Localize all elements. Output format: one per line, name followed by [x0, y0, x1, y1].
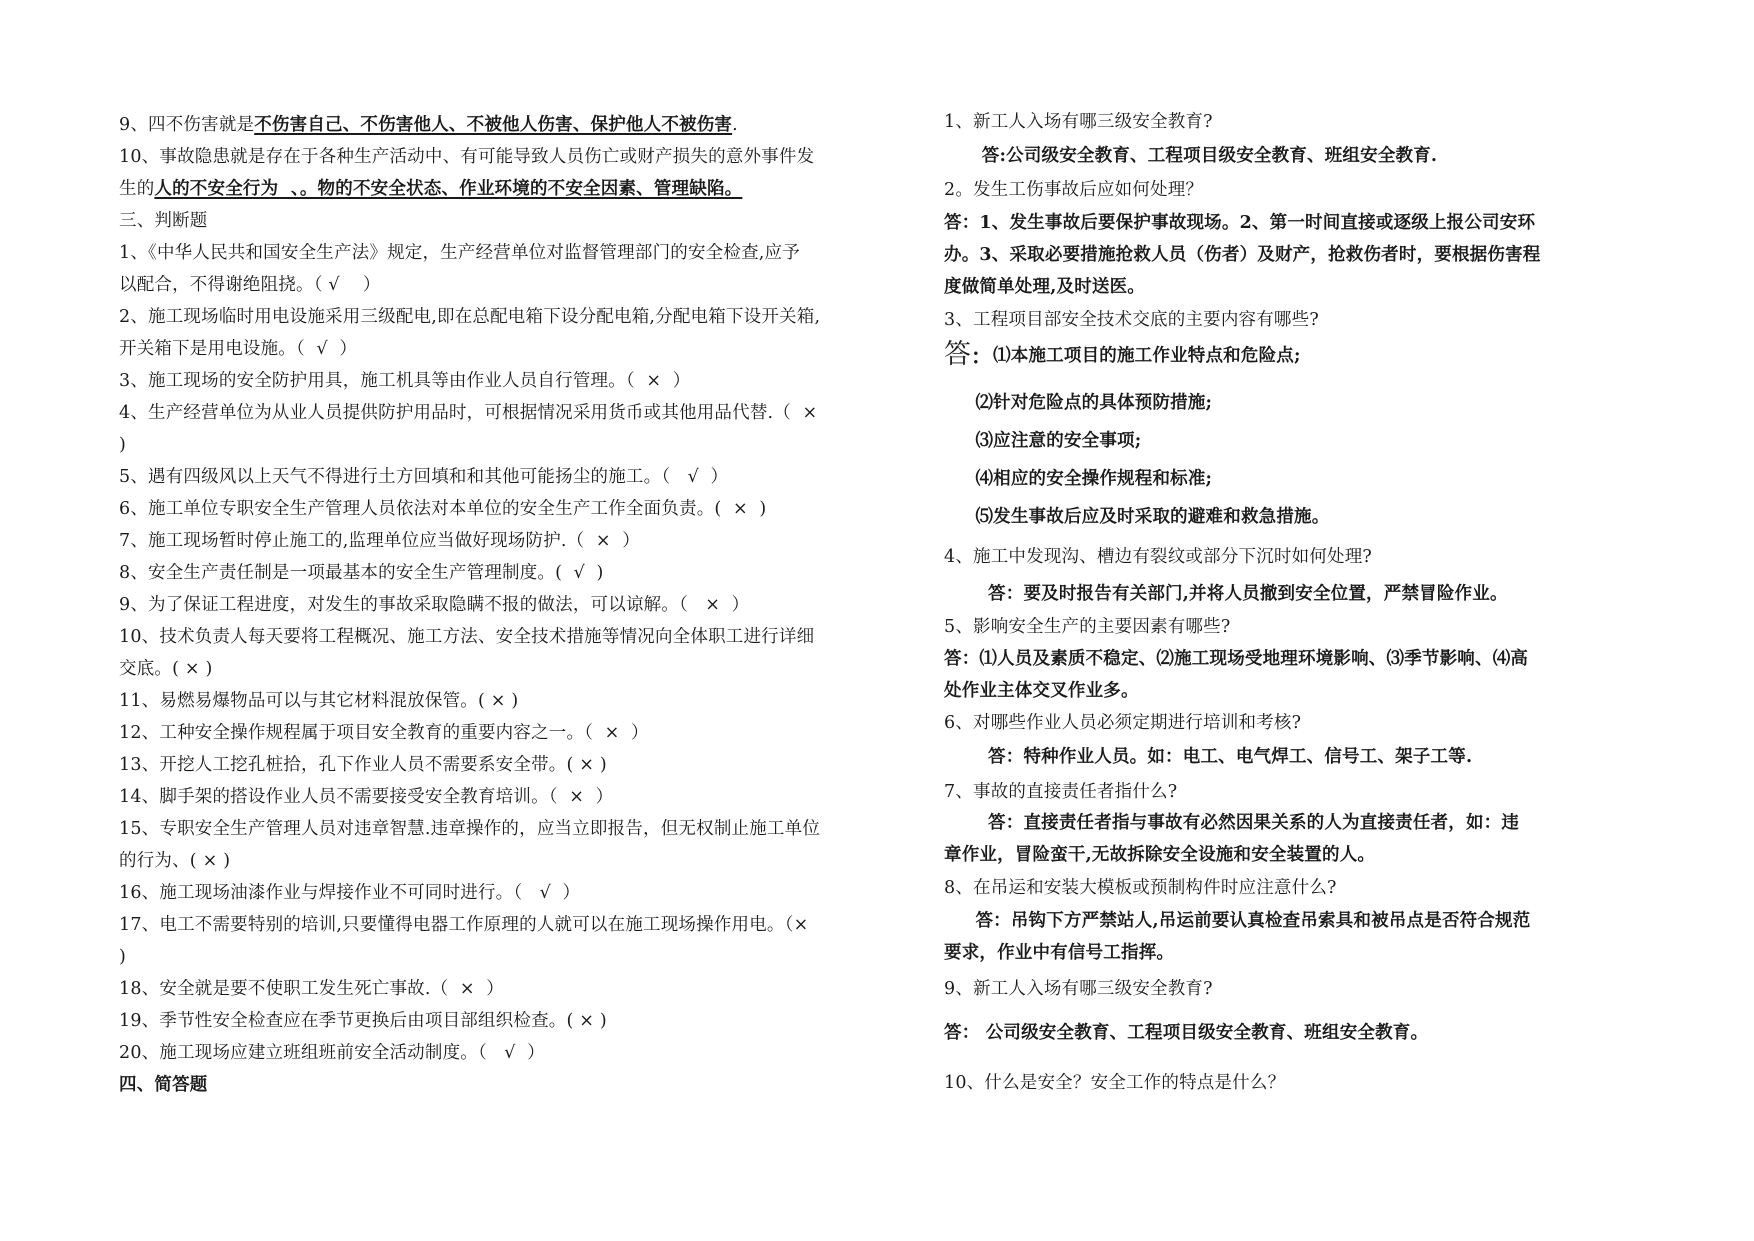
left-line-30 [119, 1041, 545, 1065]
left-line-27-segment: ) [119, 947, 127, 967]
left-line-4 [119, 209, 208, 233]
left-line-12-segment: 5、遇有四级风以上天气不得进行土方回填和和其他可能扬尘的施工。（ √ ） [119, 467, 729, 487]
left-line-22-segment: 14、脚手架的搭设作业人员不需要接受安全教育培训。（ × ） [119, 787, 614, 807]
left-line-8 [119, 337, 357, 361]
right-line-22 [944, 843, 1375, 867]
left-line-14-segment: 7、施工现场暂时停止施工的,监理单位应当做好现场防护.（ × ） [119, 531, 640, 551]
left-line-11 [119, 433, 126, 457]
left-line-13-segment: 6、施工单位专职安全生产管理人员依法对本单位的安全生产工作全面负责。( × ) [119, 499, 767, 519]
left-line-30-segment: 20、施工现场应建立班组班前安全活动制度。（ √ ） [119, 1043, 545, 1063]
left-line-3-segment: 人的不安全行为 、。物的不安全状态、作业环境的不安全因素、管理缺陷。 [154, 179, 743, 199]
left-line-11-segment: ) [119, 435, 127, 455]
left-line-3-segment: 生的 [119, 179, 155, 199]
left-line-10-segment: 4、生产经营单位为从业人员提供防护用品时，可根据情况采用货币或其他用品代替.（ × [119, 403, 818, 423]
left-line-20-segment: 12、工种安全操作规程属于项目安全教育的重要内容之一。（ × ） [119, 723, 649, 743]
left-line-23 [119, 817, 820, 841]
left-line-16 [119, 593, 749, 617]
left-line-1 [119, 113, 738, 137]
left-line-4-segment: 三、判断题 [119, 211, 208, 231]
right-line-6-segment: 度做简单处理,及时送医。 [944, 277, 1145, 297]
left-line-18 [119, 657, 213, 681]
left-line-6-segment: 以配合，不得谢绝阻挠。（ √ ） [119, 275, 381, 295]
left-line-6 [119, 273, 381, 297]
right-line-16-segment: 答：⑴人员及素质不稳定、⑵施工现场受地理环境影响、⑶季节影响、⑷高 [944, 649, 1529, 669]
left-line-25-segment: 16、施工现场油漆作业与焊接作业不可同时进行。（ √ ） [119, 883, 581, 903]
right-line-8-segment: ⑴本施工项目的施工作业特点和危险点; [980, 346, 1301, 366]
right-line-2-segment: 答:公司级安全教育、工程项目级安全教育、班组安全教育. [944, 146, 1438, 166]
left-line-15-segment: 8、安全生产责任制是一项最基本的安全生产管理制度。( √ ) [119, 563, 604, 583]
left-line-1-segment: . [732, 115, 738, 135]
right-line-7 [944, 308, 1319, 332]
right-line-25 [944, 941, 1174, 965]
right-line-13-segment: 4、施工中发现沟、槽边有裂纹或部分下沉时如何处理? [944, 547, 1373, 567]
right-line-2 [944, 144, 1437, 168]
right-line-26-segment: 9、新工人入场有哪三级安全教育? [944, 979, 1213, 999]
left-line-14 [119, 529, 640, 553]
left-line-26 [119, 913, 808, 937]
right-line-24 [944, 909, 1530, 933]
left-line-28-segment: 18、安全就是要不使职工发生死亡事故.（ × ） [119, 979, 504, 999]
right-line-22-segment: 章作业，冒险蛮干,无故拆除安全设施和安全装置的人。 [944, 845, 1376, 865]
left-line-7 [119, 305, 820, 329]
left-line-21-segment: 13、开挖人工挖孔桩拾，孔下作业人员不需要系安全带。( × ) [119, 755, 607, 775]
right-line-1-segment: 1、新工人入场有哪三级安全教育? [944, 112, 1213, 132]
left-line-2-segment: 10、事故隐患就是存在于各种生产活动中、有可能导致人员伤亡或财产损失的意外事件发 [119, 147, 815, 167]
right-line-19-segment: 答：特种作业人员。如：电工、电气焊工、信号工、架子工等. [944, 747, 1473, 767]
right-line-23-segment: 8、在吊运和安装大模板或预制构件时应注意什么? [944, 878, 1337, 898]
right-line-9-segment: ⑵针对危险点的具体预防措施; [944, 393, 1213, 413]
right-line-16 [944, 647, 1528, 671]
left-line-18-segment: 交底。( × ) [119, 659, 213, 679]
right-line-27-segment: 答： 公司级安全教育、工程项目级安全教育、班组安全教育。 [944, 1023, 1429, 1043]
right-line-14-segment: 答：要及时报告有关部门,并将人员撤到安全位置，严禁冒险作业。 [944, 584, 1508, 604]
right-line-27 [944, 1021, 1428, 1045]
right-line-17-segment: 处作业主体交叉作业多。 [944, 681, 1139, 701]
left-line-31 [119, 1073, 208, 1097]
left-line-28 [119, 977, 504, 1001]
left-line-29 [119, 1009, 607, 1033]
right-line-3-segment: 2。发生工伤事故后应如何处理？ [944, 180, 1204, 200]
right-line-20 [944, 780, 1177, 804]
left-line-5 [119, 241, 800, 265]
left-line-25 [119, 881, 580, 905]
right-line-18-segment: 6、对哪些作业人员必须定期进行培训和考核? [944, 713, 1302, 733]
left-line-10 [119, 401, 817, 425]
left-line-17 [119, 625, 814, 649]
right-line-14 [944, 582, 1508, 606]
left-line-31-segment: 四、简答题 [119, 1075, 208, 1095]
right-line-11-segment: ⑷相应的安全操作规程和标准; [944, 469, 1213, 489]
right-line-21-segment: 答：直接责任者指与事故有必然因果关系的人为直接责任者，如：违 [944, 813, 1520, 833]
left-line-19 [119, 689, 518, 713]
left-line-22 [119, 785, 613, 809]
right-line-11 [944, 467, 1212, 491]
left-line-1-segment: 不伤害自己、不伤害他人、不被他人伤害、保护他人不被伤害 [254, 115, 733, 135]
right-line-19 [944, 745, 1472, 769]
left-line-17-segment: 10、技术负责人每天要将工程概况、施工方法、安全技术措施等情况向全体职工进行详细 [119, 627, 815, 647]
right-line-28 [944, 1071, 1285, 1095]
left-line-2 [119, 145, 814, 169]
left-line-7-segment: 2、施工现场临时用电设施采用三级配电,即在总配电箱下设分配电箱,分配电箱下设开关箱, [119, 307, 821, 327]
right-line-6 [944, 275, 1145, 299]
left-line-24 [119, 849, 230, 873]
left-line-16-segment: 9、为了保证工程进度，对发生的事故采取隐瞒不报的做法，可以谅解。（ × ） [119, 595, 750, 615]
right-line-10 [944, 429, 1141, 453]
left-line-23-segment: 15、专职安全生产管理人员对违章智慧.违章操作的，应当立即报告，但无权制止施工单位 [119, 819, 821, 839]
right-line-18 [944, 711, 1301, 735]
left-line-9-segment: 3、施工现场的安全防护用具，施工机具等由作业人员自行管理。（ × ） [119, 371, 691, 391]
left-line-29-segment: 19、季节性安全检查应在季节更换后由项目部组织检查。( × ) [119, 1011, 607, 1031]
right-line-23 [944, 876, 1337, 900]
left-line-27 [119, 945, 126, 969]
right-line-21 [944, 811, 1519, 835]
left-line-15 [119, 561, 604, 585]
left-line-8-segment: 开关箱下是用电设施。（ √ ） [119, 339, 358, 359]
right-line-5-segment: 办。3、采取必要措施抢救人员（伤者）及财产，抢救伤者时，要根据伤害程 [944, 245, 1541, 265]
left-line-3 [119, 177, 742, 201]
left-line-12 [119, 465, 728, 489]
right-line-20-segment: 7、事故的直接责任者指什么? [944, 782, 1178, 802]
right-line-12-segment: ⑸发生事故后应及时采取的避难和救急措施。 [944, 507, 1330, 527]
right-line-15 [944, 615, 1230, 639]
right-line-7-segment: 3、工程项目部安全技术交底的主要内容有哪些? [944, 310, 1319, 330]
left-line-26-segment: 17、电工不需要特别的培训,只要懂得电器工作原理的人就可以在施工现场操作用电。（× [119, 915, 809, 935]
left-line-13 [119, 497, 766, 521]
right-line-25-segment: 要求，作业中有信号工指挥。 [944, 943, 1175, 963]
right-line-15-segment: 5、影响安全生产的主要因素有哪些? [944, 617, 1231, 637]
right-line-10-segment: ⑶应注意的安全事项; [944, 431, 1142, 451]
left-line-9 [119, 369, 691, 393]
left-line-24-segment: 的行为、( × ) [119, 851, 231, 871]
left-line-5-segment: 1、《中华人民共和国安全生产法》规定，生产经营单位对监督管理部门的安全检查,应予 [119, 243, 800, 263]
right-line-3 [944, 178, 1203, 202]
right-line-4-segment: 答：1、发生事故后要保护事故现场。2、第一时间直接或逐级上报公司安环 [944, 213, 1536, 233]
right-line-5 [944, 243, 1540, 267]
right-line-9 [944, 391, 1212, 415]
right-line-13 [944, 545, 1372, 569]
right-line-26 [944, 977, 1213, 1001]
right-line-8 [944, 339, 1301, 370]
right-line-4 [944, 211, 1535, 235]
right-line-17 [944, 679, 1139, 703]
left-line-20 [119, 721, 649, 745]
left-line-19-segment: 11、易燃易爆物品可以与其它材料混放保管。( × ) [119, 691, 519, 711]
right-line-1 [944, 110, 1213, 134]
left-line-21 [119, 753, 607, 777]
right-line-8-segment: 答: [944, 339, 981, 370]
right-line-12 [944, 505, 1329, 529]
right-line-24-segment: 答：吊钩下方严禁站人,吊运前要认真检查吊索具和被吊点是否符合规范 [944, 911, 1531, 931]
right-line-28-segment: 10、什么是安全？安全工作的特点是什么？ [944, 1073, 1286, 1093]
left-line-1-segment: 9、四不伤害就是 [119, 115, 255, 135]
